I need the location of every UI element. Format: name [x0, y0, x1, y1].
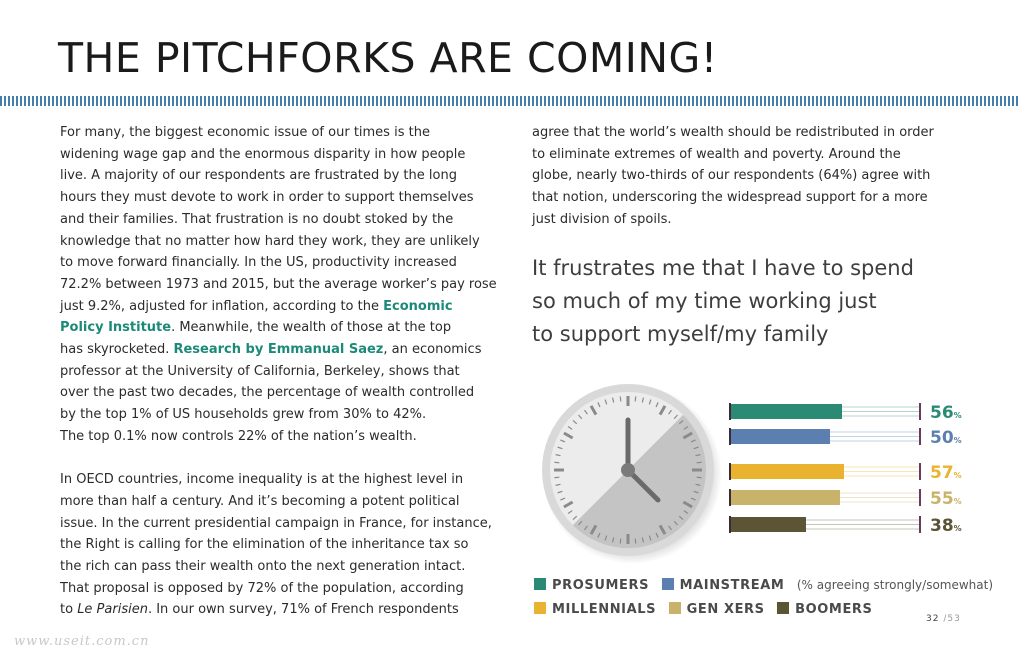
page-current: 32 — [926, 614, 940, 624]
body-line: issue. In the current presidential campaign in France, for instance, — [60, 515, 492, 531]
page-number — [926, 614, 961, 624]
body-line: hours they must devote to work in order to support themselves — [60, 190, 474, 206]
body-line: globe, nearly two-thirds of our respondents (64%) agree with — [532, 168, 931, 184]
bar-value-unit: % — [953, 524, 962, 533]
body-line — [60, 599, 490, 621]
clock-tick — [554, 477, 559, 478]
bar-value-unit: % — [953, 411, 962, 420]
body-line — [60, 296, 490, 318]
saez-research-link[interactable]: Research by Emmanual Saez — [173, 342, 384, 358]
page-title: THE PITCHFORKS ARE COMING! — [58, 34, 718, 82]
legend-swatch — [534, 602, 546, 614]
page-total: /53 — [943, 614, 961, 624]
body-line: widening wage gap and the enormous disparity in how people — [60, 146, 466, 162]
pull-quote — [532, 252, 952, 351]
bar-mainstream — [730, 429, 830, 444]
clock-tick — [635, 539, 636, 544]
bar-boomers — [730, 517, 806, 532]
bar-value-unit: % — [953, 471, 962, 480]
bar-gen-xers — [730, 490, 840, 505]
body-text: . Meanwhile, the wealth of those at the top — [171, 320, 452, 336]
bar-prosumers — [730, 404, 842, 419]
legend-item-mainstream — [662, 576, 785, 594]
body-line: For many, the biggest economic issue of our times is the — [60, 125, 430, 140]
body-text: , an economics — [383, 342, 482, 358]
body-line: to move forward financially. In the US, productivity increased — [60, 255, 457, 271]
bar-value-label: 57% — [930, 463, 962, 483]
body-line: professor at the University of California, Berkeley, shows that — [60, 363, 460, 379]
legend-item-prosumers — [534, 576, 649, 594]
bar-value-label: 55% — [930, 489, 962, 509]
bar-value-unit: % — [953, 497, 962, 506]
body-column-right — [532, 122, 952, 231]
legend-swatch — [669, 602, 681, 614]
legend-label: MAINSTREAM — [679, 578, 785, 593]
body-line: The top 0.1% now controls 22% of the nation’s wealth. — [60, 428, 417, 444]
body-column-left — [60, 122, 497, 621]
body-text: just 9.2%, adjusted for inflation, according to the — [60, 298, 384, 314]
body-line: knowledge that no matter how hard they work, they are unlikely — [60, 233, 480, 249]
body-line: by the top 1% of US households grew from 30% to 42%. — [60, 407, 427, 423]
legend-item-millennials — [534, 600, 656, 618]
clock-tick — [554, 462, 559, 463]
watermark: www.useit.com.cn — [14, 634, 150, 649]
bar-value-label: 56% — [930, 403, 962, 423]
body-line: just division of spoils. — [532, 211, 672, 227]
body-line: That proposal is opposed by 72% of the population, according — [60, 580, 464, 596]
body-text: . In our own survey, 71% of French respondents — [147, 602, 459, 618]
bar-value-unit: % — [953, 436, 962, 445]
page-total-value: 53 — [947, 614, 961, 624]
bar-value-label: 50% — [930, 428, 962, 448]
body-line: the Right is calling for the elimination of the inheritance tax so — [60, 537, 469, 553]
clock-icon — [534, 376, 722, 564]
clock-tick — [697, 462, 702, 463]
striped-divider — [0, 96, 1020, 106]
pull-quote-line: to support myself/my family — [532, 322, 829, 346]
body-line: In OECD countries, income inequality is at the highest level in — [60, 472, 464, 488]
body-line: agree that the world’s wealth should be redistributed in order — [532, 125, 934, 140]
legend-label: MILLENNIALS — [552, 602, 657, 617]
body-line — [60, 339, 490, 361]
body-line: and their families. That frustration is no doubt stoked by the — [60, 211, 454, 227]
bar-chart — [722, 388, 992, 538]
economic-policy-institute-link-cont[interactable]: Policy Institute — [60, 320, 172, 336]
legend-swatch — [534, 578, 546, 590]
bar-value-label: 38% — [930, 516, 962, 536]
body-line: 72.2% between 1973 and 2015, but the average worker’s pay rose — [60, 276, 497, 292]
body-line: the rich can pass their wealth onto the next generation intact. — [60, 559, 466, 575]
legend-item-gen-xers — [669, 600, 765, 618]
paragraph-gap — [60, 448, 490, 470]
clock-tick — [635, 396, 636, 401]
body-text: to — [60, 602, 78, 618]
chart-legend — [534, 576, 994, 624]
body-line: to eliminate extremes of wealth and poverty. Around the — [532, 146, 901, 162]
legend-swatch — [662, 578, 674, 590]
le-parisien-title: Le Parisien — [77, 602, 148, 618]
economic-policy-institute-link[interactable]: Economic — [383, 298, 453, 314]
body-line: more than half a century. And it’s becoming a potent political — [60, 493, 460, 509]
pull-quote-line: so much of my time working just — [532, 289, 877, 313]
body-line: that notion, underscoring the widespread support for a more — [532, 190, 928, 206]
clock-tick — [620, 396, 621, 401]
legend-row — [534, 576, 994, 600]
body-line: live. A majority of our respondents are frustrated by the long — [60, 168, 457, 184]
legend-label: GEN XERS — [686, 602, 765, 617]
body-line: over the past two decades, the percentage of wealth controlled — [60, 385, 475, 401]
body-text: has skyrocketed. — [60, 342, 174, 358]
clock-tick — [697, 477, 702, 478]
legend-item-boomers — [777, 600, 872, 618]
legend-swatch — [777, 602, 789, 614]
legend-note: (% agreeing strongly/somewhat) — [796, 578, 994, 593]
legend-label: BOOMERS — [795, 602, 873, 617]
body-line — [60, 317, 490, 339]
legend-row — [534, 600, 994, 624]
clock-tick — [620, 539, 621, 544]
legend-label: PROSUMERS — [552, 578, 650, 593]
pull-quote-line: It frustrates me that I have to spend — [532, 256, 914, 280]
bar-millennials — [730, 464, 844, 479]
